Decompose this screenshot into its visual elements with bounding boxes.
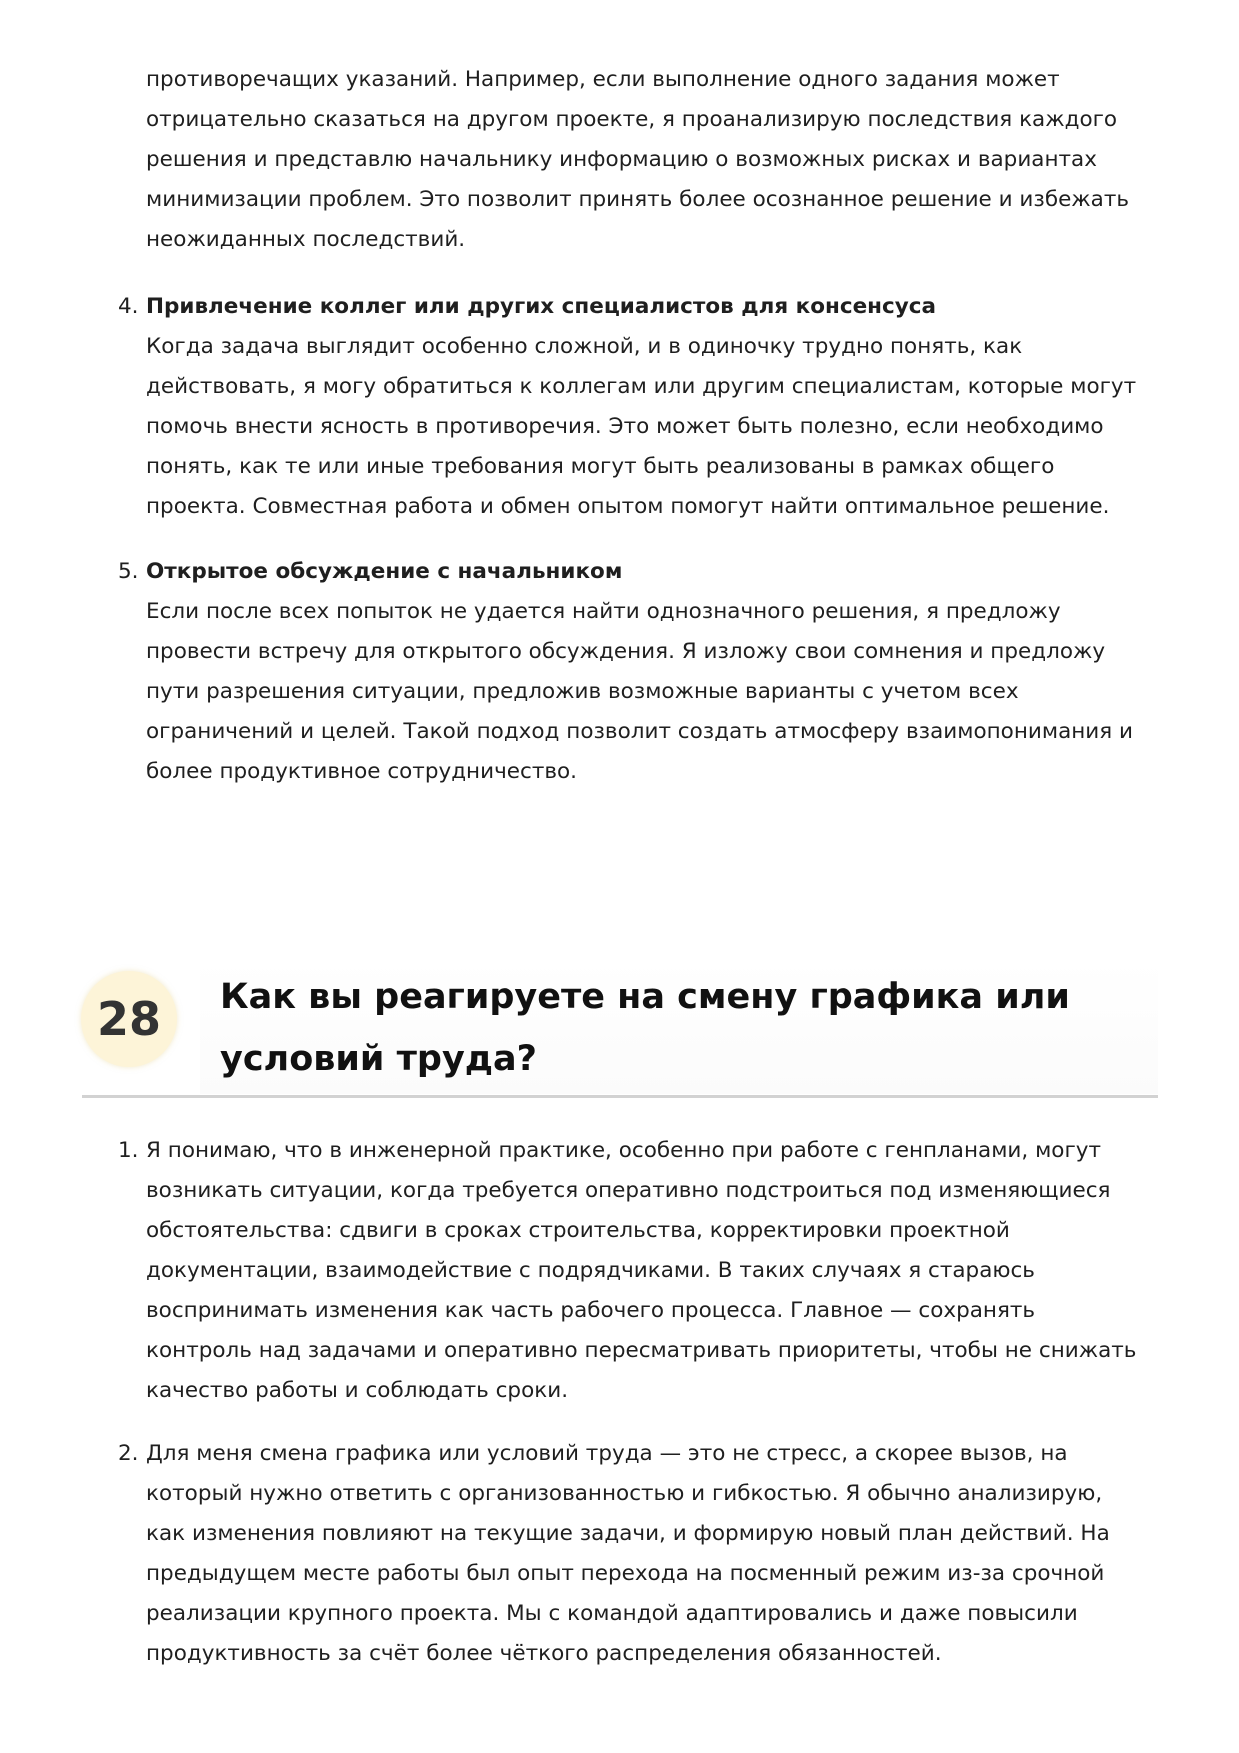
list-item-text: Если после всех попыток не удается найти однозначного решения, я предложу провести встречу для открытого обсуждения. Я изложу свои сомнения и предложу пути разрешения ситуации, предложив возможные варианты с учетом всех ограничений и целей. Такой подход позволит создать атмосферу взаимопонимания и более продуктивное сотрудничество. bbox=[146, 599, 1134, 784]
question-number-badge bbox=[81, 971, 177, 1067]
list-item-title: Открытое обсуждение с начальником bbox=[146, 559, 623, 584]
list-item-text: Когда задача выглядит особенно сложной, и в одиночку трудно понять, как действовать, я могу обратиться к коллегам или другим специалистам, которые могут помочь внести ясность в противоречия. Это может быть полезно, если необходимо понять, как те или иные требования могут быть реализованы в рамках общего проекта. Совместная работа и обмен опытом помогут найти оптимальное решение. bbox=[146, 334, 1137, 519]
list-item-number: 5. bbox=[118, 559, 139, 584]
question-divider bbox=[82, 1095, 1158, 1098]
list-item-number: 4. bbox=[118, 294, 139, 319]
list-item-body bbox=[146, 287, 1146, 527]
question-title: Как вы реагируете на смену графика или условий труда? bbox=[220, 977, 1070, 1079]
list-item-body bbox=[146, 552, 1146, 792]
list-item-title: Привлечение коллег или других специалистов для консенсуса bbox=[146, 294, 937, 319]
intro-paragraph: противоречащих указаний. Например, если выполнение одного задания может отрицательно сказаться на другом проекте, я проанализирую последствия каждого решения и представлю начальнику информацию о возможных рисках и вариантах минимизации проблем. Это позволит принять более осознанное решение и избежать неожиданных последствий. bbox=[146, 67, 1130, 252]
question-number: 28 bbox=[96, 992, 161, 1046]
answer-number: 2. bbox=[118, 1441, 139, 1466]
answer-text: Для меня смена графика или условий труда — это не стресс, а скорее вызов, на который нужно ответить с организованностью и гибкостью. Я обычно анализирую, как изменения повлияют на текущие задачи, и формирую новый план действий. На предыдущем месте работы был опыт перехода на посменный режим из-за срочной реализации крупного проекта. Мы с командой адаптировались и даже повысили продуктивность за счёт более чёткого распределения обязанностей. bbox=[146, 1441, 1110, 1666]
answer-number: 1. bbox=[118, 1138, 139, 1163]
answer-text: Я понимаю, что в инженерной практике, особенно при работе с генпланами, могут возникать ситуации, когда требуется оперативно подстроиться под изменяющиеся обстоятельства: сдвиги в сроках строительства, корректировки проектной документации, взаимодействие с подрядчиками. В таких случаях я стараюсь воспринимать изменения как часть рабочего процесса. Главное — сохранять контроль над задачами и оперативно пересматривать приоритеты, чтобы не снижать качество работы и соблюдать сроки. bbox=[146, 1138, 1137, 1403]
